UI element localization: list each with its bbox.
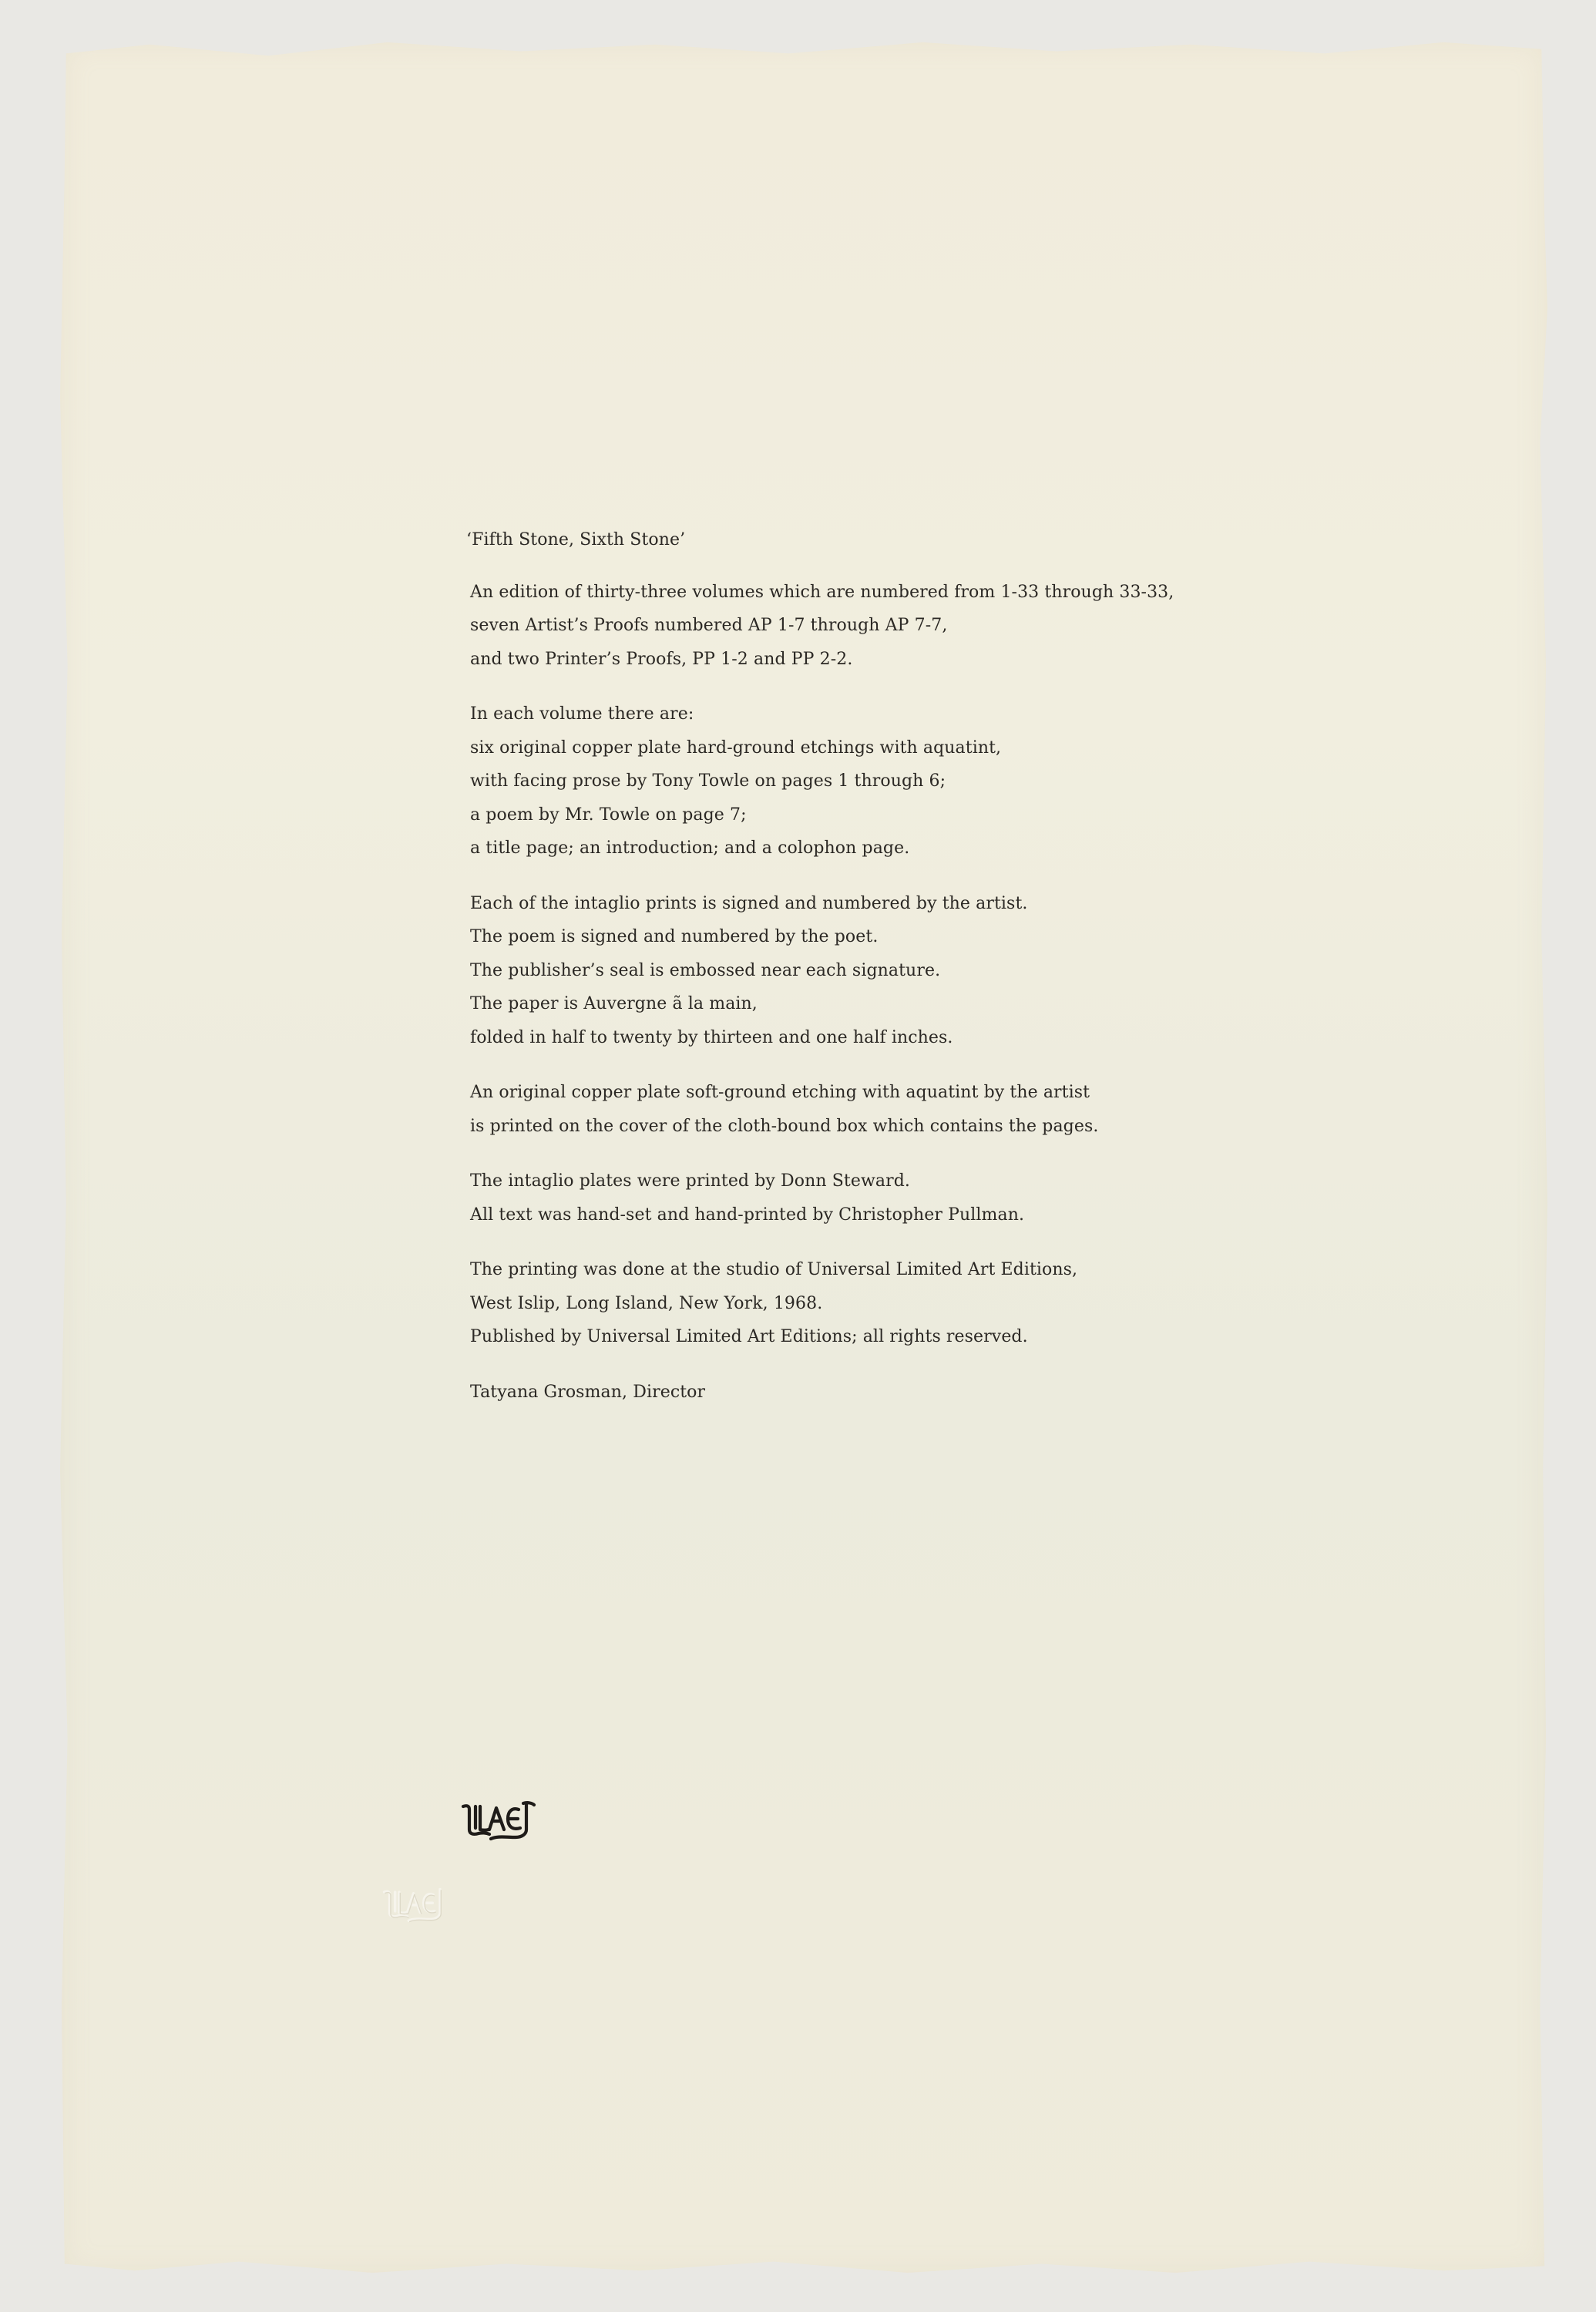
text-line: and two Printer’s Proofs, PP 1-2 and PP 2-2.	[470, 649, 853, 669]
paragraph-director	[470, 1376, 1252, 1410]
paragraph-cover	[470, 1076, 1252, 1143]
text-line: The paper is Auvergne ã la main,	[470, 994, 758, 1013]
director-signature-line: Tatyana Grosman, Director	[470, 1382, 706, 1402]
text-line: All text was hand-set and hand-printed by Christopher Pullman.	[470, 1205, 1025, 1225]
colophon-text	[466, 523, 1252, 1430]
paragraph-contents	[470, 697, 1252, 865]
text-line: The printing was done at the studio of Universal Limited Art Editions,	[470, 1260, 1078, 1279]
embossed-seal	[381, 1884, 463, 1924]
paragraph-signing	[470, 887, 1252, 1055]
text-line: The intaglio plates were printed by Donn Steward.	[470, 1171, 911, 1191]
paragraph-edition	[470, 576, 1252, 677]
text-line: An edition of thirty-three volumes which are numbered from 1-33 through 33-33,	[470, 582, 1174, 602]
text-line: Published by Universal Limited Art Editions; all rights reserved.	[470, 1327, 1028, 1346]
document-title: ‘Fifth Stone, Sixth Stone’	[466, 530, 686, 549]
text-line: The publisher’s seal is embossed near each signature.	[470, 960, 941, 980]
text-line: a poem by Mr. Towle on page 7;	[470, 805, 747, 825]
text-line: The poem is signed and numbered by the poet.	[470, 927, 879, 946]
ulae-logo	[460, 1799, 553, 1842]
text-line: seven Artist’s Proofs numbered AP 1-7 through AP 7-7,	[470, 616, 948, 635]
text-line: a title page; an introduction; and a colophon page.	[470, 838, 910, 858]
text-line: In each volume there are:	[470, 704, 694, 724]
text-line: folded in half to twenty by thirteen and one half inches.	[470, 1027, 953, 1047]
text-line: is printed on the cover of the cloth-bound box which contains the pages.	[470, 1116, 1099, 1136]
text-line: Each of the intaglio prints is signed and numbered by the artist.	[470, 893, 1028, 913]
text-line: An original copper plate soft-ground etching with aquatint by the artist	[470, 1083, 1090, 1102]
paragraph-printers	[470, 1164, 1252, 1232]
paragraph-studio	[470, 1253, 1252, 1354]
text-line: six original copper plate hard-ground etchings with aquatint,	[470, 738, 1002, 758]
text-line: West Islip, Long Island, New York, 1968.	[470, 1293, 823, 1313]
text-line: with facing prose by Tony Towle on pages 1 through 6;	[470, 771, 946, 791]
